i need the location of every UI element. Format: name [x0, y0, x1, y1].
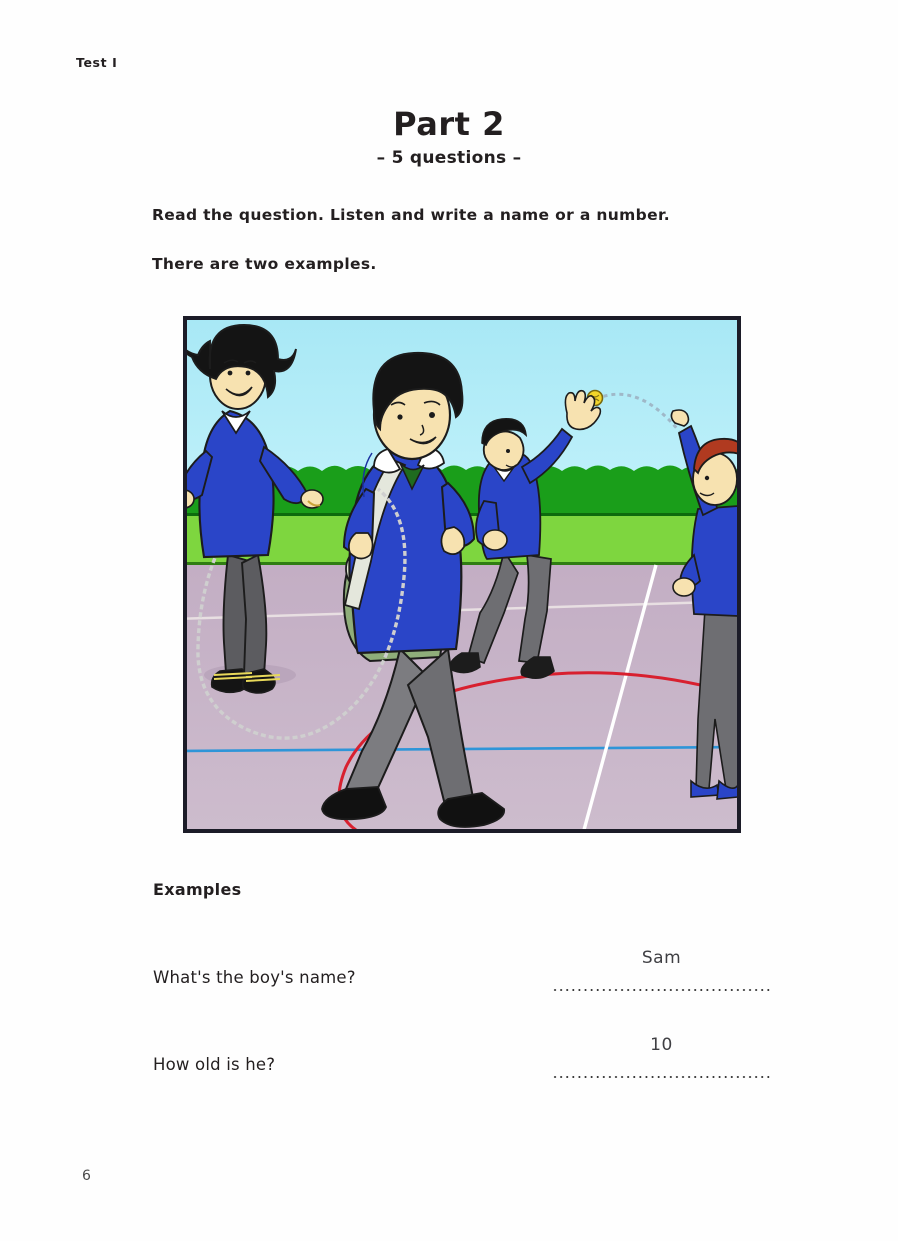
- page-number: 6: [82, 1168, 91, 1184]
- example-row-2: [153, 1035, 793, 1099]
- playground-scene: [186, 319, 738, 830]
- examples-heading: Examples: [153, 880, 242, 899]
- answer-dotted-line-2: [552, 1075, 771, 1079]
- playground-illustration: [183, 316, 741, 833]
- example-row-1: [153, 948, 793, 1012]
- eye-right: [429, 412, 435, 418]
- page-title: Part 2: [393, 105, 505, 143]
- answer-dotted-line-1: [552, 988, 771, 992]
- example-question-1: What's the boy's name?: [153, 968, 356, 987]
- instruction-line-1: Read the question. Listen and write a name or a number.: [152, 206, 671, 224]
- page-subtitle: – 5 questions –: [376, 148, 522, 168]
- instructions-block: [152, 206, 792, 273]
- eye-left: [397, 414, 402, 419]
- example-answer-text-1: Sam: [641, 948, 682, 968]
- hand-left: [349, 533, 373, 559]
- example-question-2: How old is he?: [153, 1055, 276, 1074]
- example-answer-field-2[interactable]: [552, 1035, 771, 1081]
- example-answer-text-2: 10: [650, 1035, 673, 1055]
- title-block: [0, 105, 898, 168]
- instruction-line-2: There are two examples.: [152, 255, 377, 273]
- example-answer-field-1[interactable]: [552, 948, 771, 994]
- hand-right: [441, 527, 464, 554]
- test-label: Test I: [76, 55, 118, 70]
